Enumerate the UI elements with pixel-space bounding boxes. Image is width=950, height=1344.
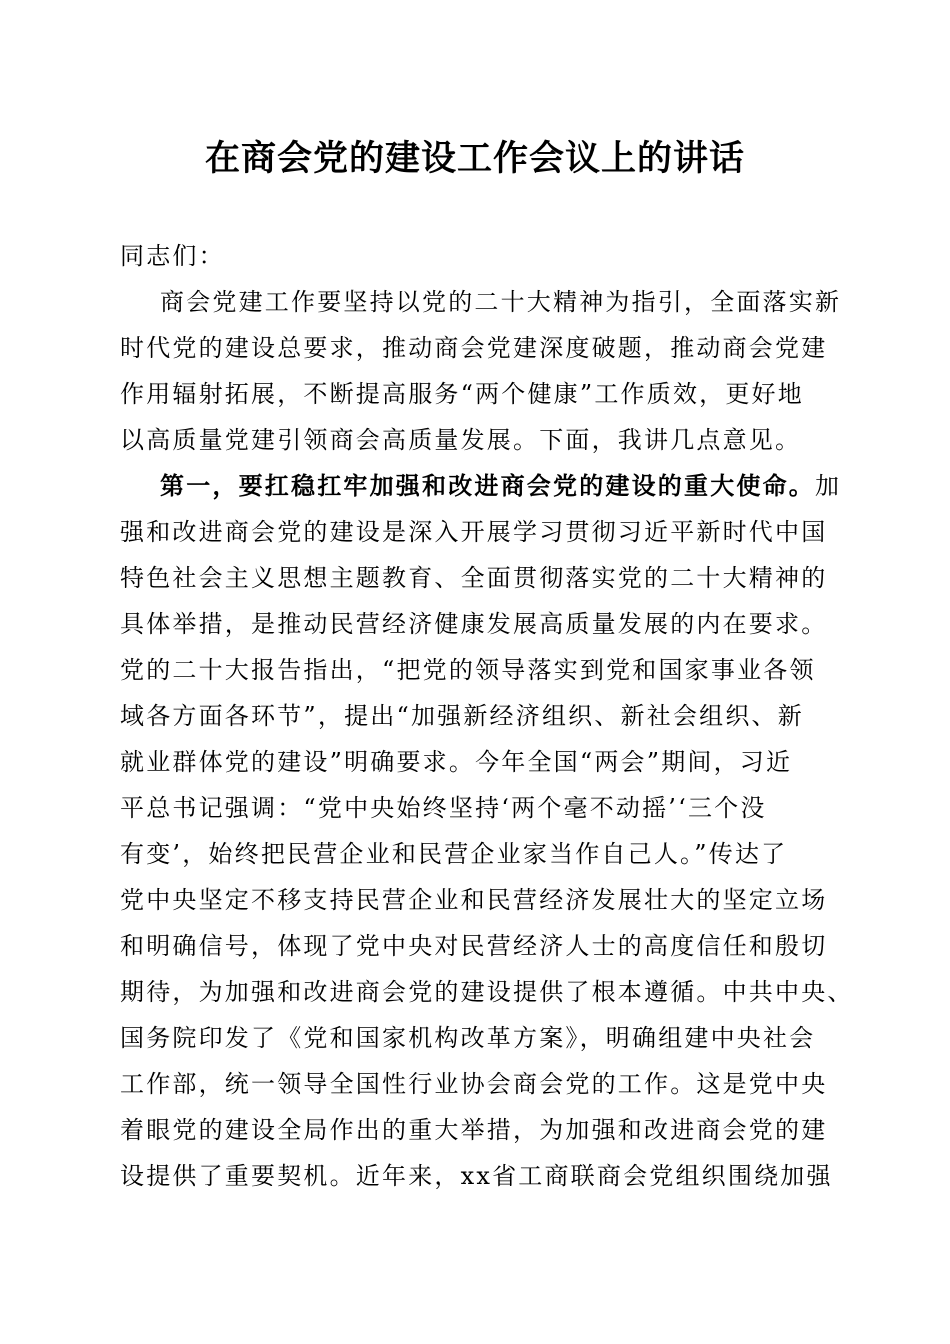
- salutation: 同志们：: [120, 242, 225, 270]
- paragraph-line: 期待，为加强和改进商会党的建设提供了根本遵循。中共中央、: [120, 978, 854, 1006]
- paragraph-line: 商会党建工作要坚持以党的二十大精神为指引，全面落实新: [160, 288, 842, 316]
- paragraph-line: 就业群体党的建设”明确要求。今年全国“两会”期间，习近: [120, 748, 793, 776]
- paragraph-intro: [120, 279, 842, 463]
- paragraph-first-point: [120, 463, 854, 1199]
- document-title: 在商会党的建设工作会议上的讲话: [204, 138, 745, 179]
- paragraph-line: 强和改进商会党的建设是深入开展学习贯彻习近平新时代中国: [120, 518, 828, 546]
- section-heading: 第一，要扛稳扛牢加强和改进商会党的建设的重大使命。: [160, 471, 815, 500]
- paragraph-line: 域各方面各环节”，提出“加强新经济组织、新社会组织、新: [120, 702, 804, 730]
- paragraph-line: 具体举措，是推动民营经济健康发展高质量发展的内在要求。: [120, 610, 828, 638]
- paragraph-line: 平总书记强调：“党中央始终坚持‘两个毫不动摇’‘三个没: [120, 794, 767, 822]
- paragraph-line: 着眼党的建设全局作出的重大举措，为加强和改进商会党的建: [120, 1116, 828, 1144]
- paragraph-line: 时代党的建设总要求，推动商会党建深度破题，推动商会党建: [120, 334, 828, 362]
- paragraph-line: 国务院印发了《党和国家机构改革方案》，明确组建中央社会: [120, 1024, 816, 1052]
- paragraph-text: 加: [815, 472, 842, 500]
- paragraph-line: 以高质量党建引领商会高质量发展。下面，我讲几点意见。: [120, 426, 802, 454]
- paragraph-line: 和明确信号，体现了党中央对民营经济人士的高度信任和殷切: [120, 932, 828, 960]
- paragraph-line: 特色社会主义思想主题教育、全面贯彻落实党的二十大精神的: [120, 564, 828, 592]
- paragraph-line: 工作部，统一领导全国性行业协会商会党的工作。这是党中央: [120, 1070, 828, 1098]
- paragraph-line: [120, 463, 842, 509]
- paragraph-line: 党的二十大报告指出，“把党的领导落实到党和国家事业各领: [120, 656, 816, 684]
- document-body: [120, 233, 854, 1199]
- paragraph-line: 作用辐射拓展，不断提高服务“两个健康”工作质效，更好地: [120, 380, 804, 408]
- paragraph-line: 设提供了重要契机。近年来，xx省工商联商会党组织围绕加强: [120, 1162, 833, 1190]
- paragraph-line: 有变’，始终把民营企业和民营企业家当作自己人。”传达了: [120, 840, 788, 868]
- paragraph-line: 党中央坚定不移支持民营企业和民营经济发展壮大的坚定立场: [120, 886, 828, 914]
